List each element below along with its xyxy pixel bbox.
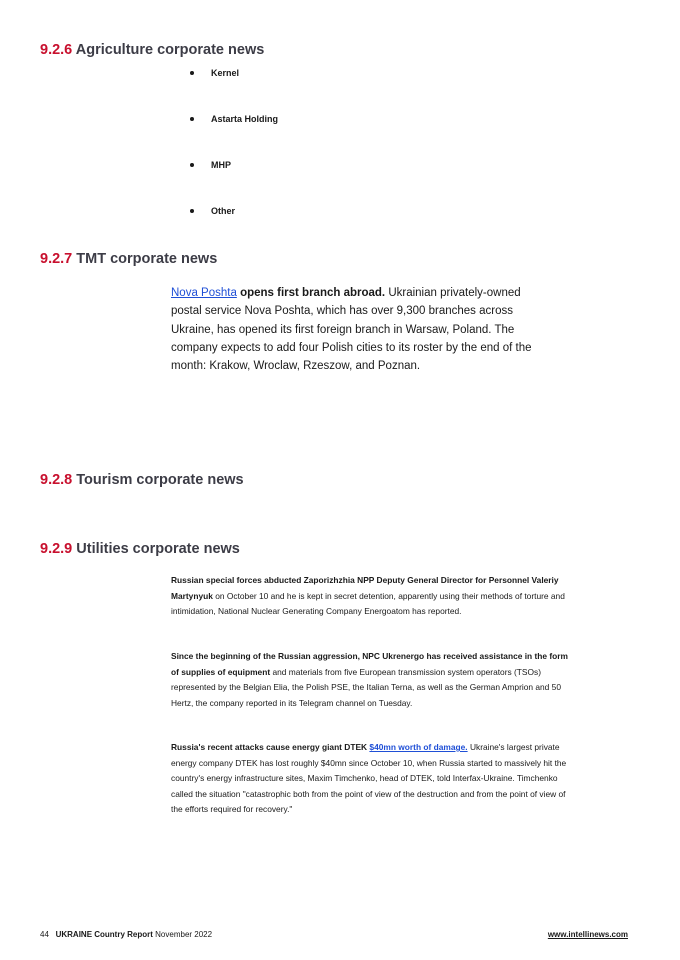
bullet-icon bbox=[190, 117, 194, 121]
news-body: Ukraine's largest private energy company DTEK has lost roughly $40mn since October 10, when Russia started to massively hit the country's energy infrastructure sites, Maxim Timchenko, head of DTEK, told Interfax-Ukraine. Timchenko called the situation "catastrophic both from the point of view of the destruction and from the point of view of the efforts required for recovery." bbox=[171, 742, 567, 814]
bullet-icon bbox=[190, 163, 194, 167]
intellinews-url-link[interactable]: www.intellinews.com bbox=[547, 930, 628, 939]
dtek-damage-link[interactable]: $40mn worth of damage. bbox=[369, 742, 468, 752]
list-item-label: Astarta Holding bbox=[211, 114, 279, 124]
list-item-label: MHP bbox=[211, 160, 231, 170]
utilities-news-paragraph-1 bbox=[171, 573, 575, 620]
nova-poshta-link[interactable]: Nova Poshta bbox=[171, 287, 237, 299]
list-item bbox=[190, 204, 278, 250]
section-title: Utilities corporate news bbox=[76, 541, 240, 557]
news-headline: Russia's recent attacks cause energy giant DTEK bbox=[171, 742, 368, 752]
bullet-icon bbox=[190, 71, 194, 75]
page-number: 44 bbox=[40, 930, 49, 939]
news-headline: opens first branch abroad. bbox=[240, 287, 386, 299]
list-item bbox=[190, 112, 278, 158]
heading-agriculture bbox=[40, 42, 264, 58]
heading-tourism bbox=[40, 472, 244, 488]
news-body: Ukrainian privately-owned postal service Nova Poshta, which has over 9,300 branches across Ukraine, has opened its first foreign branch in Warsaw, Poland. The company expects to add four Polish cities to its roster by the end of the month: Krakow, Wroclaw, Rzeszow, and Poznan. bbox=[171, 287, 532, 373]
news-body: and materials from five European transmission system operators (TSOs) represented by the Belgian Elia, the Polish PSE, the Italian Terna, as well as the German Amprion and 50 Hertz, the company reported in its Telegram channel on Tuesday. bbox=[171, 666, 561, 708]
section-number: 9.2.7 bbox=[40, 251, 73, 267]
news-headline: Since the beginning of the Russian aggression, NPC Ukrenergo has received assistance in the form of supplies of equipment bbox=[171, 651, 568, 677]
list-item bbox=[190, 158, 278, 204]
section-title: Tourism corporate news bbox=[76, 472, 244, 488]
section-number: 9.2.9 bbox=[40, 541, 73, 557]
heading-utilities bbox=[40, 541, 240, 557]
bullet-icon bbox=[190, 209, 194, 213]
section-title: TMT corporate news bbox=[76, 251, 218, 267]
tmt-news-paragraph bbox=[171, 284, 551, 375]
agriculture-company-list bbox=[190, 66, 278, 250]
section-number: 9.2.6 bbox=[40, 42, 73, 58]
section-title: Agriculture corporate news bbox=[75, 42, 265, 58]
utilities-news-paragraph-2 bbox=[171, 649, 575, 711]
news-headline: Russian special forces abducted Zaporizhzhia NPP Deputy General Director for Personnel Valeriy Martynyuk bbox=[171, 575, 559, 601]
news-body: on October 10 and he is kept in secret detention, apparently using their methods of torture and intimidation, National Nuclear Generating Company Energoatom has reported. bbox=[171, 590, 565, 616]
list-item bbox=[190, 66, 278, 112]
report-date: November 2022 bbox=[155, 930, 213, 939]
report-name: UKRAINE Country Report bbox=[55, 930, 153, 939]
page-footer bbox=[40, 930, 628, 944]
utilities-news-paragraph-3 bbox=[171, 740, 575, 818]
list-item-label: Kernel bbox=[211, 68, 240, 78]
section-number: 9.2.8 bbox=[40, 472, 73, 488]
list-item-label: Other bbox=[211, 206, 236, 216]
footer-left bbox=[40, 930, 212, 939]
heading-tmt bbox=[40, 251, 217, 267]
